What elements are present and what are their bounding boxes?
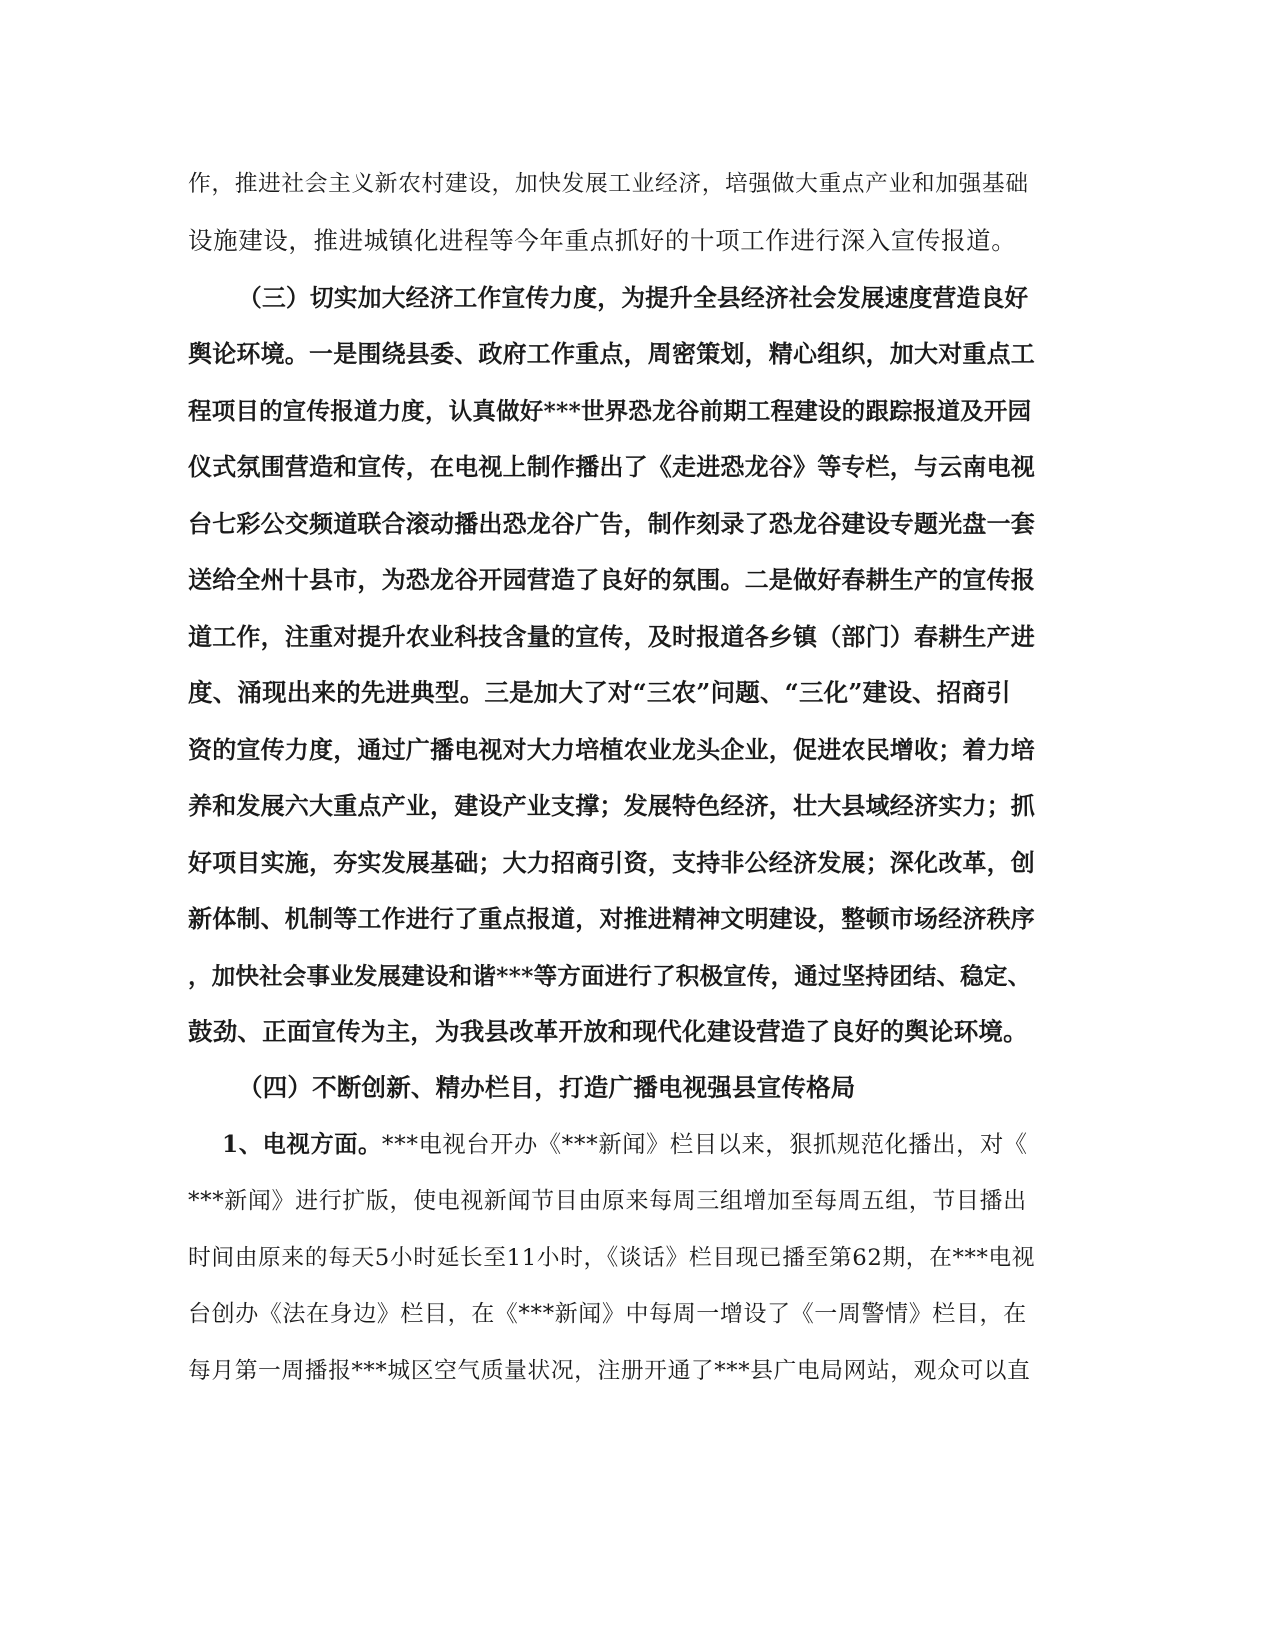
text-line: 仪式氛围营造和宣传，在电视上制作播出了《走进恐龙谷》等专栏，与云南电视 bbox=[188, 452, 1035, 481]
text-line: 舆论环境。一是围绕县委、政府工作重点，周密策划，精心组织，加大对重点工 bbox=[188, 339, 1035, 368]
item-number: 1、 bbox=[222, 1131, 263, 1158]
item-title: 电视方面。 bbox=[262, 1131, 382, 1158]
text-line: 送给全州十县市，为恐龙谷开园营造了良好的氛围。二是做好春耕生产的宣传报 bbox=[188, 565, 1035, 594]
text-line: 鼓劲、正面宣传为主，为我县改革开放和现代化建设营造了良好的舆论环境。 bbox=[188, 1017, 1028, 1046]
text-line: 台七彩公交频道联合滚动播出恐龙谷广告，制作刻录了恐龙谷建设专题光盘一套 bbox=[188, 509, 1035, 538]
text-line: 度、涌现出来的先进典型。三是加大了对“三农”问题、“三化”建设、招商引 bbox=[188, 678, 1011, 707]
text-line: 新体制、机制等工作进行了重点报道，对推进精神文明建设，整顿市场经济秩序 bbox=[188, 904, 1035, 933]
text-line: 设施建设，推进城镇化进程等今年重点抓好的十项工作进行深入宣传报道。 bbox=[188, 226, 1017, 255]
text-line: 程项目的宣传报道力度，认真做好***世界恐龙谷前期工程建设的跟踪报道及开园 bbox=[188, 397, 1032, 425]
text-line: ，加快社会事业发展建设和谐***等方面进行了积极宣传，通过坚持团结、稳定、 bbox=[188, 962, 1032, 990]
section-heading-three: （三）切实加大经济工作宣传力度，为提升全县经济社会发展速度营造良好 bbox=[238, 284, 1029, 312]
section-heading-four: （四）不断创新、精办栏目，打造广播电视强县宣传格局 bbox=[238, 1073, 856, 1102]
text-line: 作，推进社会主义新农村建设，加快发展工业经济，培强做大重点产业和加强基础 bbox=[188, 171, 1029, 197]
text-line: 时间由原来的每天5小时延长至11小时，《谈话》栏目现已播至第62期，在***电视 bbox=[188, 1245, 1036, 1271]
text-line: 养和发展六大重点产业，建设产业支撑；发展特色经济，壮大县域经济实力；抓 bbox=[188, 791, 1035, 820]
text-line: ***新闻》进行扩版，使电视新闻节目由原来每周三组增加至每周五组，节目播出 bbox=[188, 1188, 1027, 1214]
text-line: 道工作，注重对提升农业科技含量的宣传，及时报道各乡镇（部门）春耕生产进 bbox=[188, 622, 1035, 651]
item-text: ***电视台开办《***新闻》栏目以来，狠抓规范化播出，对《 bbox=[381, 1131, 1028, 1158]
text-line: 好项目实施，夯实发展基础；大力招商引资，支持非公经济发展；深化改革，创 bbox=[188, 848, 1035, 877]
text-line: 台创办《法在身边》栏目，在《***新闻》中每周一增设了《一周警情》栏目，在 bbox=[188, 1301, 1027, 1327]
list-item-tv bbox=[222, 1130, 1028, 1160]
text-line: 每月第一周播报***城区空气质量状况，注册开通了***县广电局网站，观众可以直 bbox=[188, 1358, 1031, 1384]
text-line: 资的宣传力度，通过广播电视对大力培植农业龙头企业，促进农民增收；着力培 bbox=[188, 735, 1035, 764]
